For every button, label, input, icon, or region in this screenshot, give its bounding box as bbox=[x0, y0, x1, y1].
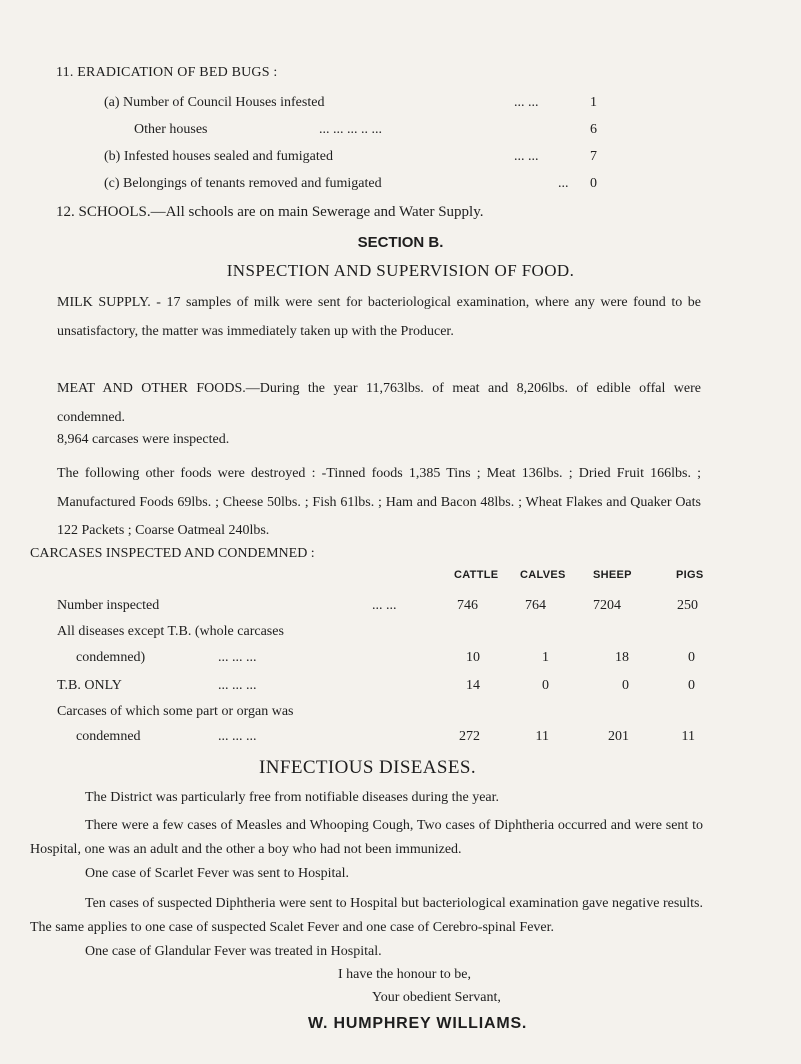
row-label-line2: condemned) bbox=[76, 650, 146, 665]
cell-sheep: 201 bbox=[608, 729, 629, 744]
infectious-paragraph-3: One case of Scarlet Fever was sent to Hospital. bbox=[85, 866, 349, 881]
infectious-diseases-title: INFECTIOUS DISEASES. bbox=[259, 757, 477, 778]
list-item-label: Other houses bbox=[134, 122, 208, 137]
milk-supply-text: MILK SUPPLY. - 17 samples of milk were sent for bacteriological examination, where any were found to be unsatisfactory, the matter was immediately taken up with the Producer. bbox=[57, 295, 701, 339]
cell-cattle: 272 bbox=[459, 729, 480, 744]
cell-calves: 0 bbox=[542, 678, 549, 693]
col-header-calves: CALVES bbox=[520, 569, 566, 581]
cell-pigs: 0 bbox=[688, 678, 695, 693]
row-label: Number inspected bbox=[57, 598, 160, 613]
col-header-cattle: CATTLE bbox=[454, 569, 499, 581]
section-11-heading: 11. ERADICATION OF BED BUGS : bbox=[56, 65, 278, 80]
carcases-inspected-line: 8,964 carcases were inspected. bbox=[57, 432, 230, 447]
leader-dots: ... ... bbox=[514, 149, 539, 164]
cell-cattle: 14 bbox=[466, 678, 480, 693]
cell-sheep: 18 bbox=[615, 650, 629, 665]
signature: W. HUMPHREY WILLIAMS. bbox=[308, 1015, 528, 1032]
leader-dots: ... ... ... .. ... bbox=[319, 122, 382, 137]
cell-sheep: 0 bbox=[622, 678, 629, 693]
infectious-paragraph-1: The District was particularly free from notifiable diseases during the year. bbox=[85, 790, 500, 805]
list-item-value: 7 bbox=[590, 149, 597, 164]
section-b-heading: SECTION B. bbox=[357, 234, 444, 251]
leader-dots: ... ... bbox=[372, 598, 397, 613]
cell-pigs: 250 bbox=[677, 598, 698, 613]
list-item-label: (b) Infested houses sealed and fumigated bbox=[104, 149, 333, 164]
cell-calves: 764 bbox=[525, 598, 546, 613]
list-item-value: 0 bbox=[590, 176, 597, 191]
leader-dots: ... ... bbox=[514, 95, 539, 110]
meat-text: MEAT AND OTHER FOODS.—During the year 11,763lbs. of meat and 8,206lbs. of edible offal were condemned. bbox=[57, 381, 701, 425]
infectious-paragraph-5: One case of Glandular Fever was treated in Hospital. bbox=[85, 944, 382, 959]
cell-calves: 1 bbox=[542, 650, 549, 665]
closing-line-2: Your obedient Servant, bbox=[372, 990, 501, 1005]
infectious-paragraph-4-text: Ten cases of suspected Diphtheria were sent to Hospital but bacteriological examination gave negative results. The same applies to one case of suspected Scalet Fever and one case of Cerebro-spinal Fever. bbox=[30, 896, 703, 935]
closing-line-1: I have the honour to be, bbox=[338, 967, 471, 982]
row-label-line1: All diseases except T.B. (whole carcases bbox=[57, 624, 284, 639]
milk-supply-paragraph bbox=[57, 289, 701, 346]
other-foods-text: The following other foods were destroyed : -Tinned foods 1,385 Tins ; Meat 136lbs. ; Dried Fruit 166lbs. ; Manufactured Foods 69lbs. ; Cheese 50lbs. ; Fish 61lbs. ; Ham and Bacon 48lbs. ; Wheat Flakes and Quaker Oats 122 Packets ; Coarse Oatmeal 240lbs. bbox=[57, 466, 701, 538]
cell-calves: 11 bbox=[535, 729, 549, 744]
list-item-value: 1 bbox=[590, 95, 597, 110]
inspection-title: INSPECTION AND SUPERVISION OF FOOD. bbox=[226, 261, 575, 280]
infectious-paragraph-2-text: There were a few cases of Measles and Whooping Cough, Two cases of Diphtheria occurred and were sent to Hospital, one was an adult and the other a boy who had not been immunized. bbox=[30, 818, 703, 857]
cell-cattle: 746 bbox=[457, 598, 478, 613]
leader-dots: ... ... ... bbox=[218, 650, 257, 665]
cell-cattle: 10 bbox=[466, 650, 480, 665]
list-item-label: (c) Belongings of tenants removed and fumigated bbox=[104, 176, 382, 191]
infectious-paragraph-2 bbox=[30, 814, 703, 862]
cell-pigs: 11 bbox=[681, 729, 695, 744]
row-label: T.B. ONLY bbox=[57, 678, 122, 693]
meat-paragraph bbox=[57, 375, 701, 432]
cell-sheep: 7204 bbox=[593, 598, 621, 613]
leader-dots: ... ... ... bbox=[218, 678, 257, 693]
col-header-sheep: SHEEP bbox=[593, 569, 632, 581]
list-item-value: 6 bbox=[590, 122, 597, 137]
row-label-line2: condemned bbox=[76, 729, 141, 744]
leader-dots: ... bbox=[558, 176, 569, 191]
row-label-line1: Carcases of which some part or organ was bbox=[57, 704, 294, 719]
col-header-pigs: PIGS bbox=[676, 569, 704, 581]
cell-pigs: 0 bbox=[688, 650, 695, 665]
section-12-schools: 12. SCHOOLS.—All schools are on main Sewerage and Water Supply. bbox=[56, 204, 484, 220]
leader-dots: ... ... ... bbox=[218, 729, 257, 744]
carcases-table-heading: CARCASES INSPECTED AND CONDEMNED : bbox=[30, 546, 315, 561]
other-foods-paragraph bbox=[57, 460, 701, 546]
list-item-label: (a) Number of Council Houses infested bbox=[104, 95, 325, 110]
infectious-paragraph-4 bbox=[30, 892, 703, 940]
